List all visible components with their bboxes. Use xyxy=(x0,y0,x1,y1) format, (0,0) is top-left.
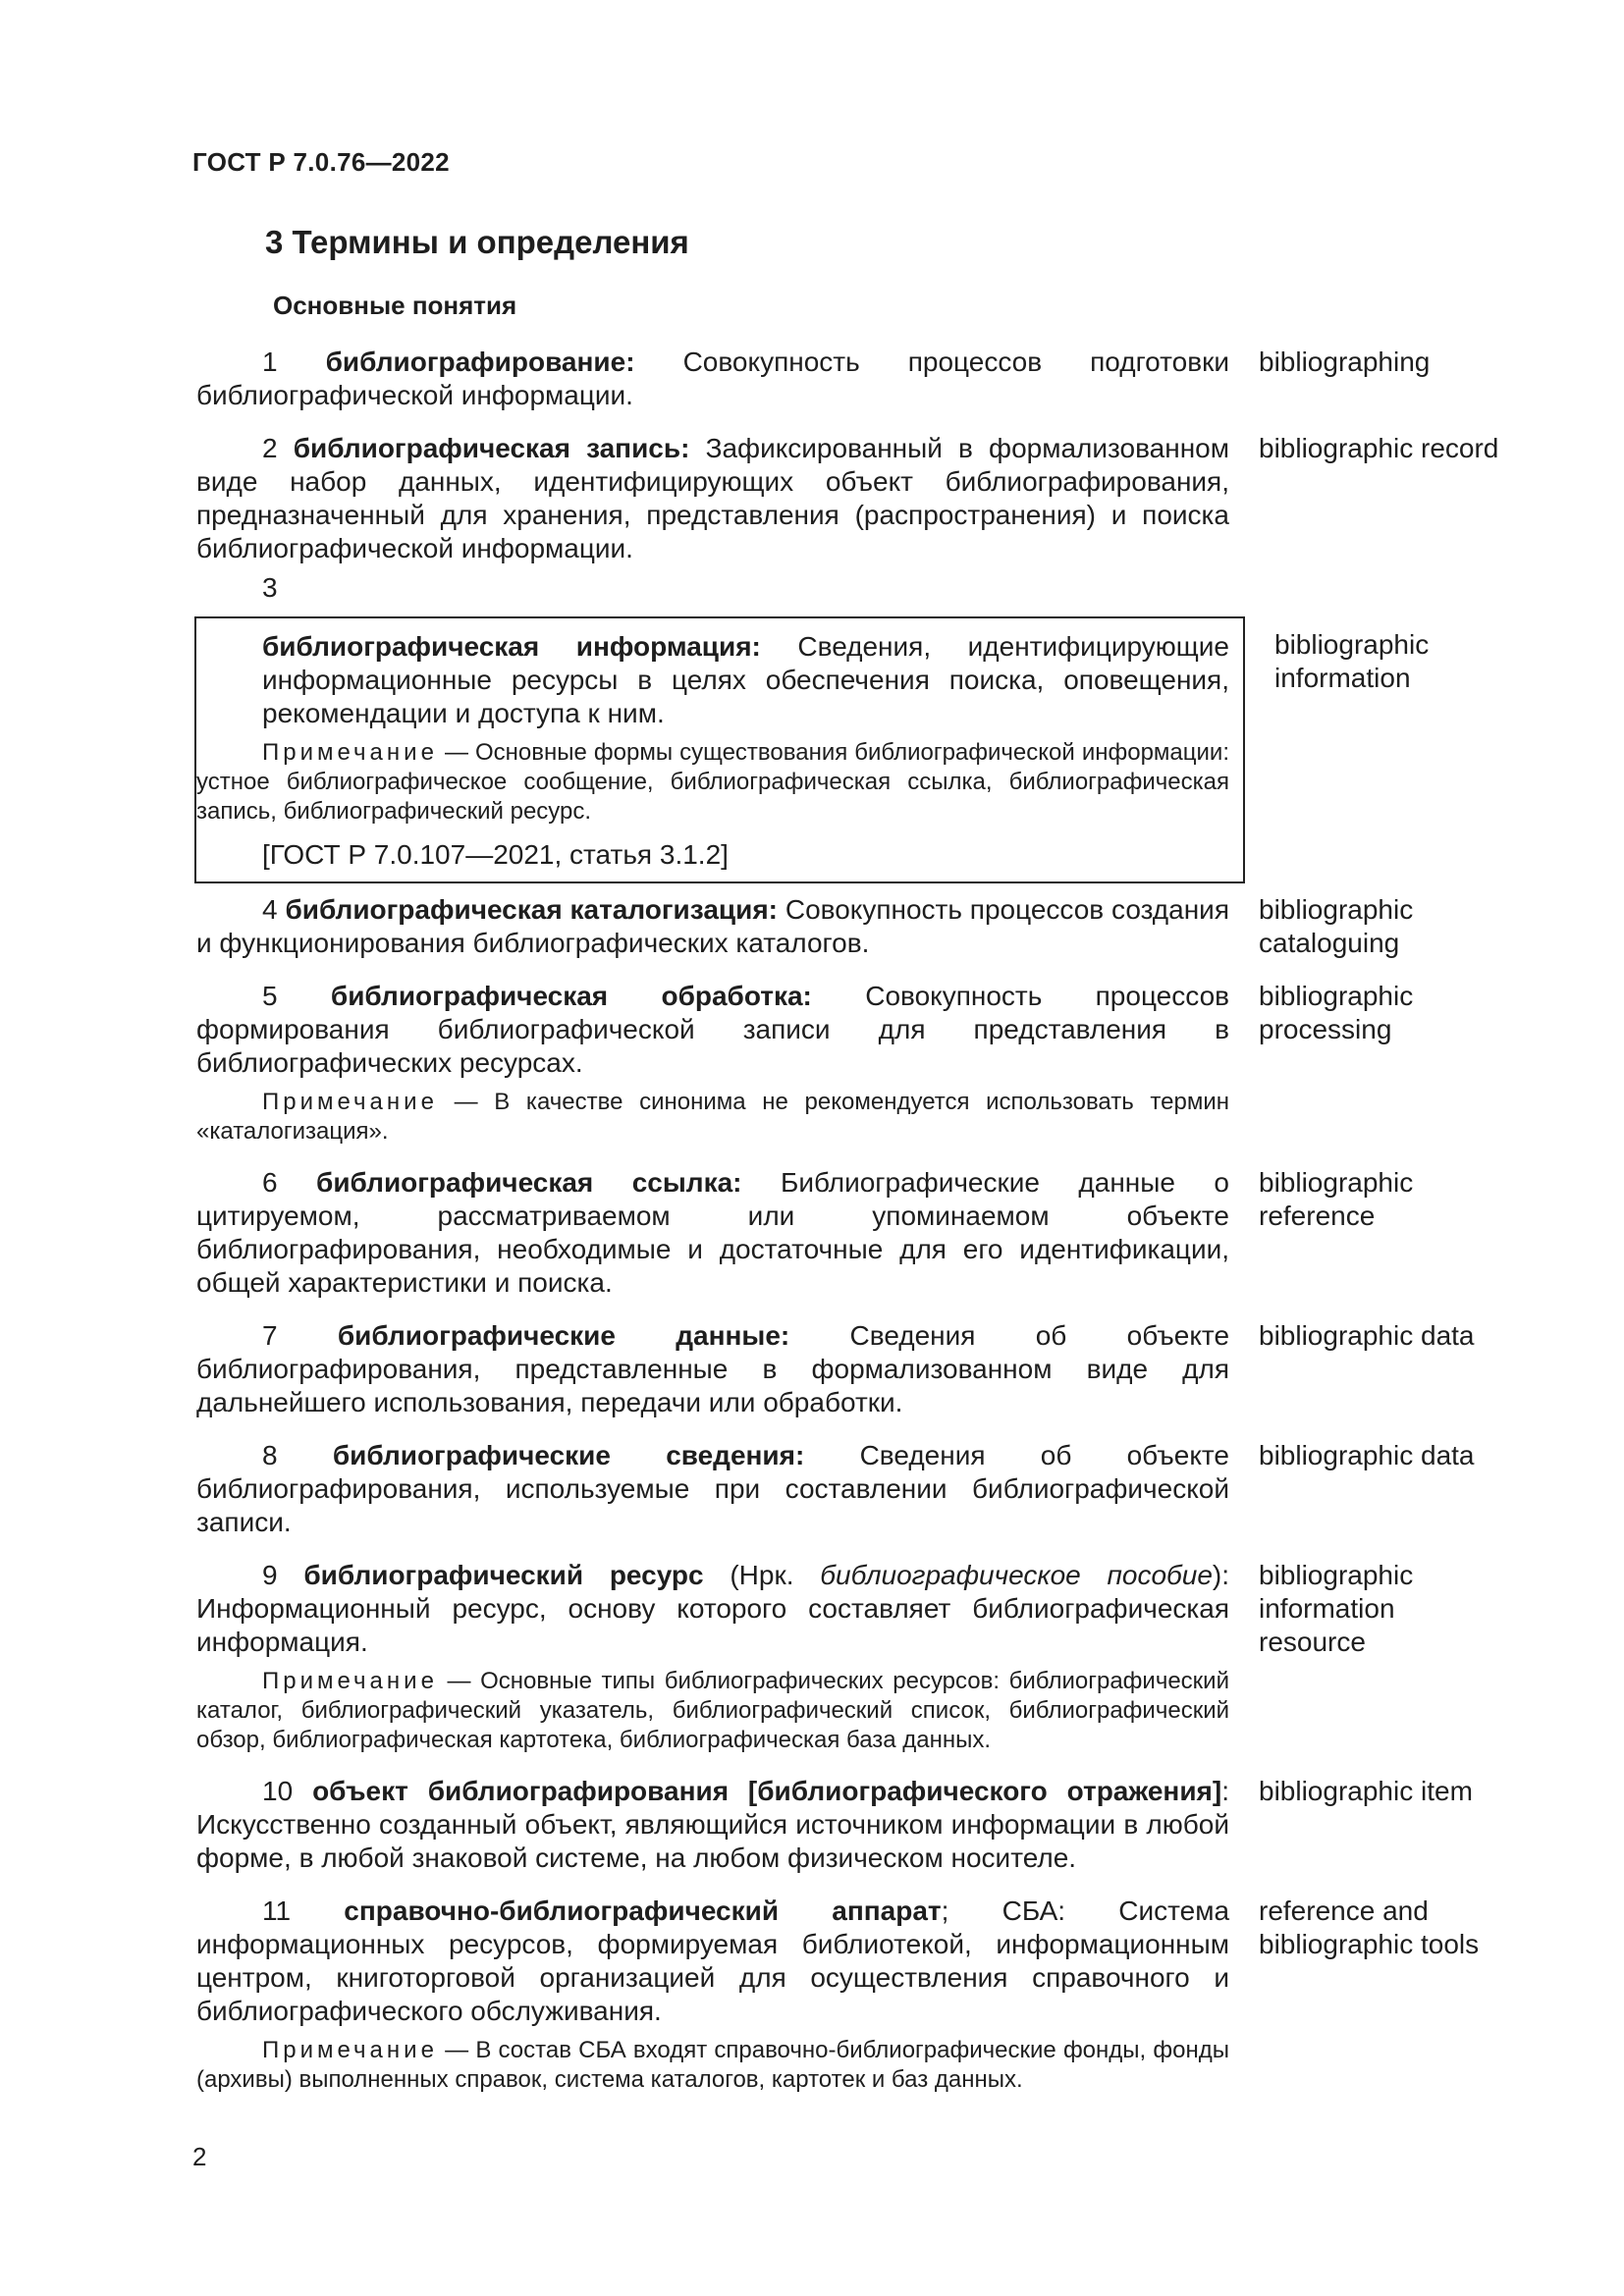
term-entry xyxy=(196,893,1512,960)
note-label: Примечание xyxy=(262,1668,438,1694)
english-equivalent: reference and bibliographic tools xyxy=(1259,1896,1480,1959)
term-name: библиографические данные: xyxy=(337,1320,790,1351)
term-paragraph xyxy=(196,346,1229,412)
term-paragraph xyxy=(196,630,1229,730)
term-name: библиографические сведения: xyxy=(332,1440,805,1470)
term-entry xyxy=(196,980,1512,1147)
term-note xyxy=(196,1667,1229,1755)
term-number: 4 xyxy=(262,894,278,925)
terms-list xyxy=(196,346,1512,2114)
term-entry xyxy=(196,1319,1512,1419)
term-number: 7 xyxy=(262,1320,278,1351)
term-name: библиографическая обработка: xyxy=(330,981,812,1011)
document-header: ГОСТ Р 7.0.76—2022 xyxy=(192,147,450,177)
deprecated-synonym: библиографическое пособие xyxy=(820,1560,1213,1590)
subsection-title: Основные понятия xyxy=(273,291,517,320)
term-name: библиографический ресурс xyxy=(303,1560,704,1590)
term-definition: Сведения об объекте библиографирования, представленные в формализованном виде для дальнейшего использования, передачи или обработки. xyxy=(196,1320,1230,1417)
term-entry xyxy=(196,1439,1512,1539)
term-entry xyxy=(196,616,1512,883)
term-number: 6 xyxy=(262,1167,278,1198)
term-paragraph xyxy=(196,1439,1229,1539)
term-name: библиографическая информация: xyxy=(262,631,761,662)
term-paragraph xyxy=(196,1559,1229,1659)
term-body xyxy=(196,1775,1229,1875)
term-number: 9 xyxy=(262,1560,278,1590)
term-entry xyxy=(196,1895,1512,2095)
term-name: библиографическая каталогизация: xyxy=(285,894,778,925)
term-definition: Совокупность процессов формирования библиографической записи для представления в библиографических ресурсах. xyxy=(196,981,1230,1078)
term-paragraph xyxy=(196,1166,1229,1300)
term-body xyxy=(196,1166,1229,1300)
term-definition: Зафиксированный в формализованном виде набор данных, идентифицирующих объект библиографирования, предназначенный для хранения, представления (распространения) и поиска библиографической информации. xyxy=(196,433,1229,563)
term-number: 11 xyxy=(262,1896,292,1926)
english-equivalent: bibliographic data xyxy=(1259,1320,1475,1351)
term-number: 2 xyxy=(262,433,278,463)
term-body xyxy=(196,1559,1229,1755)
english-equivalent: bibliographic information resource xyxy=(1259,1560,1414,1657)
term-definition: Информационный ресурс, основу которого составляет библиографическая информация. xyxy=(196,1593,1229,1657)
term-paragraph xyxy=(196,1775,1229,1875)
term-body xyxy=(196,432,1229,565)
english-equivalent: bibliographic processing xyxy=(1259,981,1414,1044)
note-label: Примечание xyxy=(262,2037,438,2063)
term-body xyxy=(196,1439,1229,1539)
term-entry xyxy=(196,1166,1512,1300)
term-name: справочно-библиографический аппарат xyxy=(344,1896,942,1926)
term-entry xyxy=(196,1775,1512,1875)
note-text: — Основные типы библиографических ресурсов: библиографический каталог, библиографический указатель, библиографический список, библиографический обзор, библиографическая картотека, библиографическая база данных. xyxy=(196,1668,1229,1753)
english-equivalent: bibliographic record xyxy=(1259,433,1499,463)
term-body xyxy=(196,980,1229,1147)
note-label: Примечание xyxy=(262,739,438,766)
term-name: библиографирование: xyxy=(325,347,635,377)
synonym-prefix: (Нрк. xyxy=(730,1560,794,1590)
term-number: 3 xyxy=(262,572,278,603)
note-text: — В качестве синонима не рекомендуется использовать термин «каталогизация». xyxy=(196,1089,1229,1145)
term-suffix: : xyxy=(1221,1776,1230,1806)
english-equivalent: bibliographic cataloguing xyxy=(1259,894,1414,958)
term-body xyxy=(196,1319,1229,1419)
english-equivalent: bibliographic reference xyxy=(1259,1167,1414,1231)
term-note xyxy=(196,1088,1229,1147)
term-body xyxy=(196,1895,1229,2095)
page-number: 2 xyxy=(192,2142,207,2171)
term-number: 10 xyxy=(262,1776,294,1806)
term-suffix: ; СБА: xyxy=(941,1896,1066,1926)
note-text: — В состав СБА входят справочно-библиографические фонды, фонды (архивы) выполненных справок, система каталогов, картотек и баз данных. xyxy=(196,2037,1229,2093)
term-paragraph xyxy=(196,893,1229,960)
note-label: Примечание xyxy=(262,1089,438,1115)
term-note xyxy=(196,2036,1229,2095)
term-definition: Система информационных ресурсов, формируемая библиотекой, информационным центром, книготорговой организацией для осуществления справочного и библиографического обслуживания. xyxy=(196,1896,1230,2026)
term-definition: Библиографические данные о цитируемом, рассматриваемом или упоминаемом объекте библиографирования, необходимые и достаточные для его идентификации, общей характеристики и поиска. xyxy=(196,1167,1229,1298)
term-number: 1 xyxy=(262,347,278,377)
term-name: объект библиографирования [библиографического отражения] xyxy=(312,1776,1222,1806)
english-equivalent: bibliographic item xyxy=(1259,1776,1473,1806)
term-paragraph xyxy=(196,432,1229,565)
term-name: библиографическая ссылка: xyxy=(316,1167,742,1198)
english-equivalent: bibliographic data xyxy=(1259,1440,1475,1470)
term-paragraph xyxy=(196,1895,1229,2028)
synonym-suffix: ): xyxy=(1212,1560,1230,1590)
term-definition: Искусственно созданный объект, являющийся источником информации в любой форме, в любой знаковой системе, на любом физическом носителе. xyxy=(196,1809,1229,1873)
term-body xyxy=(196,346,1229,412)
term-paragraph xyxy=(196,1319,1229,1419)
term-entry xyxy=(196,346,1512,412)
quoted-term-box xyxy=(194,616,1245,883)
term-paragraph xyxy=(196,980,1229,1080)
term-definition: Совокупность процессов подготовки библиографической информации. xyxy=(196,347,1229,410)
english-equivalent: bibliographing xyxy=(1259,347,1431,377)
term-definition: Сведения, идентифицирующие информационные ресурсы в целях обеспечения поиска, оповещения, рекомендации и доступа к ним. xyxy=(262,631,1229,728)
term-name: библиографическая запись: xyxy=(293,433,690,463)
term-entry xyxy=(196,1559,1512,1755)
term-body xyxy=(196,893,1229,960)
english-equivalent: bibliographic information xyxy=(1274,629,1430,693)
section-title: 3 Термины и определения xyxy=(265,224,689,260)
term-entry xyxy=(196,432,1512,565)
term-definition: Сведения об объекте библиографирования, используемые при составлении библиографической записи. xyxy=(196,1440,1230,1537)
note-text: — Основные формы существования библиографической информации: устное библиографическое сообщение, библиографическая ссылка, библиографическая запись, библиографический ресурс. xyxy=(196,739,1229,825)
term-number: 8 xyxy=(262,1440,278,1470)
term-note xyxy=(196,738,1229,827)
term-number: 5 xyxy=(262,981,278,1011)
term-definition: Совокупность процессов создания и функционирования библиографических каталогов. xyxy=(196,894,1229,958)
term-source: [ГОСТ Р 7.0.107—2021, статья 3.1.2] xyxy=(262,839,729,870)
